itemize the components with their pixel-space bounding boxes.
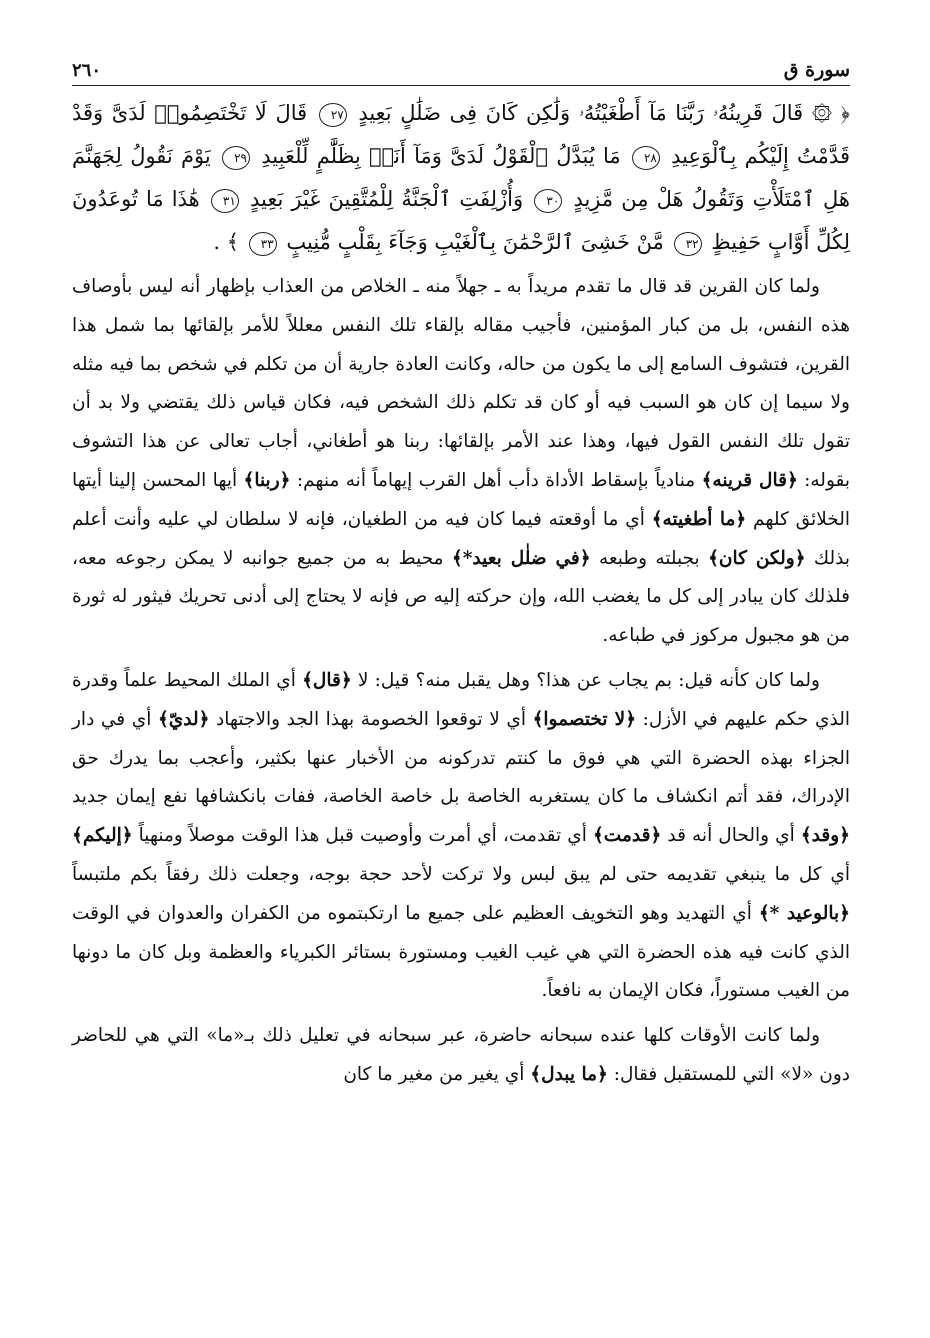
commentary-paragraph xyxy=(72,662,850,1011)
ayah-number-marker: ٢٧ xyxy=(319,103,347,127)
verse-text: وَأُزْلِفَتِ ٱلْجَنَّةُ لِلْمُتَّقِينَ غَيْرَ بَعِيدٍ xyxy=(249,187,524,211)
verse-text: ﴿ ۞ قَالَ قَرِينُهُۥ رَبَّنَا مَآ أَطْغَيْتُهُۥ وَلَٰكِن كَانَ فِى ضَلَٰلٍ بَعِيدٍ xyxy=(358,101,850,125)
paragraph-text: ولما كان القرين قد قال ما تقدم مريداً به ـ جهلاً منه ـ الخلاص من العذاب بإظهار أنه ليس بأوصاف هذه النفس، بل من كبار المؤمنين، فأجيب مقاله بإلقاء تلك النفس معللاً للأمر بإلقائها بما شمل هذا القرين، فتشوف السامع إلى ما يكون من حاله، وكانت العادة جارية أن من تكلم في شخص بما فيه مثله ولا سيما إن كان هو السبب فيه أو كان قد تكلم ذلك الشخص فيه، فكان قياس ذلك يقتضي ولا بد أن تقول تلك النفس القول فيها، وهذا عند الأمر بإلقائها: ربنا هو أطغاني، أجاب تعالى عن هذا التشوف بقوله: xyxy=(72,276,851,491)
ayah-number-marker: ٢٨ xyxy=(632,146,660,170)
paragraph-text: أي الملك المحيط علماً وقدرة الذي حكم عليهم في الأزل: xyxy=(72,669,851,730)
paragraph-text: محيط به من جميع جوانبه لا يمكن رجوعه معه، فلذلك كان يبادر إلى كل ما يغضب الله، وإن حركته إليه ص فإنه لا يحتاج إلى أدنى تحريك فيثور له ثورة من هو مجبول مركوز في طباعه. xyxy=(72,547,850,647)
quoted-quran: ﴿قال قرينه﴾ xyxy=(701,469,798,491)
quoted-quran: ﴿قدمت﴾ xyxy=(592,825,662,847)
quoted-quran: ﴿ربنا﴾ xyxy=(243,469,291,491)
ayah-number-marker: ٣٣ xyxy=(249,232,277,256)
quoted-quran: ﴿ما أطغيته﴾ xyxy=(651,508,747,530)
paragraph-text: منادياً بإسقاط الأداة دأب أهل القرب إيهاماً أنه منهم: xyxy=(290,469,702,491)
verse-text: مَّنْ خَشِىَ ٱلرَّحْمَٰنَ بِٱلْغَيْبِ وَجَآءَ بِقَلْبٍ مُّنِيبٍ xyxy=(286,230,664,254)
quoted-quran: ﴿وقد﴾ xyxy=(800,825,851,847)
ayah-number-marker: ٣٢ xyxy=(674,232,702,256)
quran-verses xyxy=(72,92,850,264)
quoted-quran: ﴿إليكم﴾ xyxy=(72,825,133,847)
quoted-quran: ﴿في ضلٰل بعيد*﴾ xyxy=(451,547,591,569)
ayah-number-marker: ٣١ xyxy=(211,189,239,213)
paragraph-text: أي ما أوقعته فيما كان فيه من الطغيان، فإنه لا سلطان لي عليه وأنت أعلم بذلك xyxy=(72,508,851,569)
quoted-quran: ﴿ما يبدل﴾ xyxy=(530,1063,608,1085)
page-header xyxy=(72,52,850,86)
paragraph-text: أيها المحسن إلينا أيتها الخلائق كلهم xyxy=(72,469,851,530)
quoted-quran: ﴿لا تختصموا﴾ xyxy=(532,708,637,730)
verse-text: قَالَ لَا تَخْتَصِمُوا۟ لَدَىَّ وَقَدْ قَدَّمْتُ إِلَيْكُم بِٱلْوَعِيدِ xyxy=(72,101,850,168)
verse-text: ﴾ . xyxy=(213,230,239,254)
ayah-number-marker: ٢٩ xyxy=(222,146,250,170)
paragraph-text: ولما كان كأنه قيل: بم يجاب عن هذا؟ وهل يقبل منه؟ قيل: لا xyxy=(351,669,820,691)
quoted-quran: ﴿ولكن كان﴾ xyxy=(708,547,806,569)
paragraph-text: أي يغير من مغير ما كان xyxy=(343,1063,531,1085)
paragraph-text: أي في دار الجزاء بهذه الحضرة التي هي فوق ما كنتم تدركونه من الأخبار عنها بكثير، وأعجب بما يدرك حق الإدراك، فقد أتم انكشاف ما كان يستغربه الخاصة بل خاصة الخاصة، ففات بانكشافها نفع إيمان جديد xyxy=(72,708,850,808)
ayah-number-marker: ٣٠ xyxy=(534,189,562,213)
paragraph-text: ولما كانت الأوقات كلها عنده سبحانه حاضرة، عبر سبحانه في تعليل ذلك بـ«ما» التي هي للحاضر دون «لا» التي للمستقبل فقال: xyxy=(72,1025,850,1085)
verse-text: يَوْمَ نَقُولُ لِجَهَنَّمَ هَلِ ٱمْتَلَأْتِ وَتَقُولُ هَلْ مِن مَّزِيدٍ xyxy=(72,144,850,211)
paragraph-text: أي كل ما ينبغي تقديمه حتى لم يبق لبس ولا تركت لأحد حجة بوجه، وجعلت ذلك رفقاً بكم ملتبساً xyxy=(72,863,850,885)
paragraph-text: أي تقدمت، أي أمرت وأوصيت قبل هذا الوقت موصلاً ومنهياً xyxy=(132,825,593,847)
paragraph-text: أي والحال أنه قد xyxy=(661,825,801,847)
paragraph-text: أي التهديد وهو التخويف العظيم على جميع ما ارتكبتموه من الكفران والعدوان في الوقت الذي كانت فيه هذه الحضرة التي هي غيب الغيب ومستورة بستائر الكبرياء والعظمة وبل كان ما دونها من الغيب مستوراً، فكان الإيمان به نافعاً. xyxy=(72,902,850,1002)
quoted-quran: ﴿قال﴾ xyxy=(302,669,352,691)
quoted-quran: ﴿بالوعيد *﴾ xyxy=(758,902,850,924)
paragraph-text: أي لا توقعوا الخصومة بهذا الجد والاجتهاد xyxy=(209,708,533,730)
commentary-paragraph xyxy=(72,268,850,656)
book-page xyxy=(72,52,850,1322)
paragraph-text: بجبلته وطبعه xyxy=(590,547,709,569)
commentary-paragraph xyxy=(72,1017,850,1095)
commentary-body xyxy=(72,268,850,1095)
page-number: ٢٦٠ xyxy=(72,60,102,81)
verse-text: مَا يُبَدَّلُ ٱلْقَوْلُ لَدَىَّ وَمَآ أَنَا۠ بِظَلَّٰمٍ لِّلْعَبِيدِ xyxy=(261,144,621,168)
surah-name: سورة ق xyxy=(783,59,850,81)
verse-text: هَٰذَا مَا تُوعَدُونَ لِكُلِّ أَوَّابٍ حَفِيظٍ xyxy=(72,187,850,254)
quoted-quran: ﴿لديّ﴾ xyxy=(157,708,210,730)
